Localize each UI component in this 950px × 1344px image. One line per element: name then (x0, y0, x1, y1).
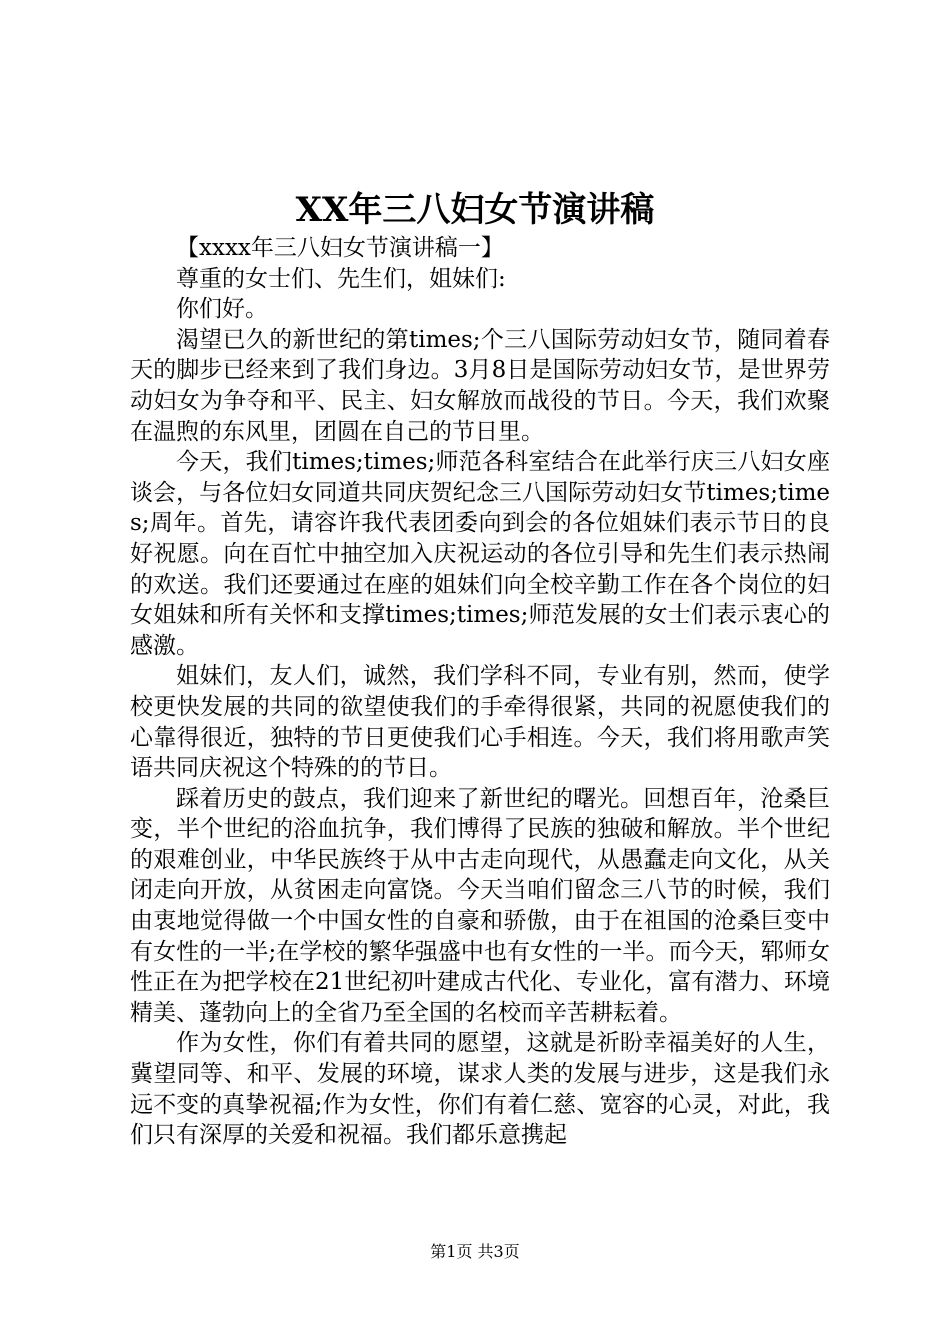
paragraph: 作为女性，你们有着共同的愿望，这就是祈盼幸福美好的人生，冀望同等、和平、发展的环境，谋求人类的发展与进步，这是我们永远不变的真挚祝福;作为女性，你们有着仁慈、宽容的心灵，对此，我们只有深厚的关爱和祝福。我们都乐意携起 (130, 1030, 830, 1149)
document-title: XX年三八妇女节演讲稿 (295, 190, 655, 230)
paragraph: 踩着历史的鼓点，我们迎来了新世纪的曙光。回想百年，沧桑巨变，半个世纪的浴血抗争，我们博得了民族的独破和解放。半个世纪的艰难创业，中华民族终于从中古走向现代，从愚蠢走向文化，从关闭走向开放，从贫困走向富饶。今天当咱们留念三八节的时候，我们由衷地觉得做一个中国女性的自豪和骄傲，由于在祖国的沧桑巨变中有女性的一半;在学校的繁华强盛中也有女性的一半。而今天，郓师女性正在为把学校在21世纪初叶建成古代化、专业化，富有潜力、环境精美、蓬勃向上的全省乃至全国的名校而辛苦耕耘着。 (130, 785, 830, 1026)
paragraph: 姐妹们，友人们，诚然，我们学科不同，专业有别，然而，使学校更快发展的共同的欲望使我们的手牵得很紧，共同的祝愿使我们的心靠得很近，独特的节日更使我们心手相连。今天，我们将用歌声笑语共同庆祝这个特殊的的节日。 (130, 663, 830, 782)
paragraph-salutation: 尊重的女士们、先生们，姐妹们: (176, 265, 506, 292)
paragraph-greeting: 你们好。 (176, 296, 268, 323)
paragraph: 今天，我们times;times;师范各科室结合在此举行庆三八妇女座谈会，与各位妇女同道共同庆贺纪念三八国际劳动妇女节times;times;周年。首先，请容许我代表团委向到会的各位姐妹们表示节日的良好祝愿。向在百忙中抽空加入庆祝运动的各位引导和先生们表示热闹的欢送。我们还要通过在座的姐妹们向全校辛勤工作在各个岗位的妇女姐妹和所有关怀和支撑times;times;师范发展的女士们表示衷心的感激。 (130, 449, 830, 659)
paragraph: 渴望已久的新世纪的第times;个三八国际劳动妇女节，随同着春天的脚步已经来到了我们身边。3月8日是国际劳动妇女节，是世界劳动妇女为争夺和平、民主、妇女解放而战役的节日。今天，我们欢聚在温煦的东风里，团圆在自己的节日里。 (130, 326, 830, 445)
paragraph-heading: 【xxxx年三八妇女节演讲稿一】 (176, 235, 504, 261)
page-footer: 第1页 共3页 (430, 1242, 520, 1261)
document-body (130, 233, 830, 1151)
